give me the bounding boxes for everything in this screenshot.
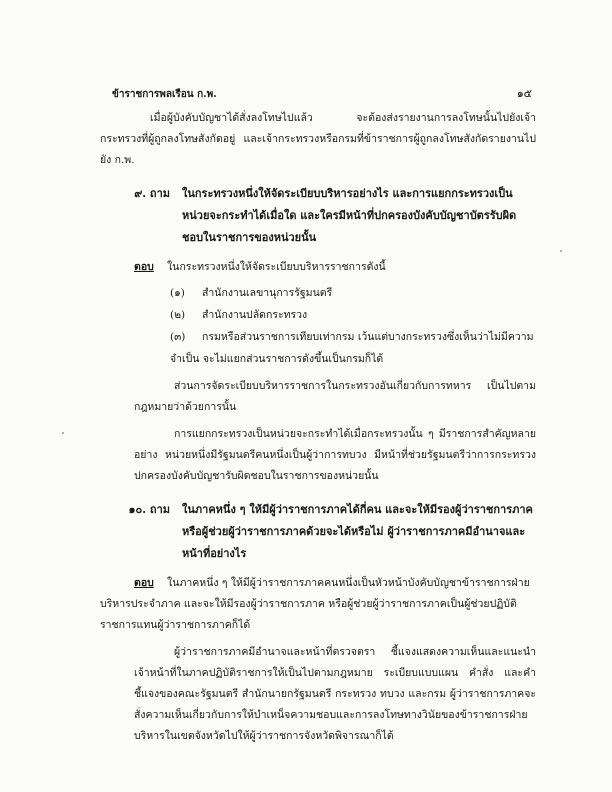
scan-speck (62, 432, 64, 434)
list-item: (๒) สำนักงานปลัดกระทรวง (170, 309, 308, 321)
question-text: ในภาคหนึ่ง ๆ ให้มีผู้ว่าราชการภาคได้กี่คน และจะให้มีรองผู้ว่าราชการภาคหรือผู้ช่วยผู้ว่าราชการภาคด้วยจะได้หรือไม่ ผู้ว่าราชการภาคมีอำนาจและหน้าที่อย่างไร (182, 503, 533, 560)
document-body (100, 108, 536, 747)
running-title: ข้าราชการพลเรือน ก.พ. (112, 89, 217, 100)
scan-speck (560, 250, 562, 252)
answer-10 (100, 573, 536, 747)
intro-paragraph: เมื่อผู้บังคับบัญชาได้สั่งลงโทษไปแล้ว จะต้องส่งรายงานการลงโทษนั้นไปยังเจ้ากระทรวงที่ผู้ถูกลงโทษสังกัดอยู่ และเจ้ากระทรวงหรือกรมที่ข้าราชการผู้ถูกลงโทษสังกัดรายงานไปยัง ก.พ. (100, 112, 536, 166)
page-header (112, 84, 532, 102)
question-9 (100, 183, 536, 249)
question-label: ๑๐. ถาม (128, 503, 170, 516)
list-item: (๓) กรมหรือส่วนราชการเทียบเท่ากรม เว้นแต่บางกระทรวงซึ่งเห็นว่าไม่มีความจำเป็น จะไม่แยกส่วนราชการดังขึ้นเป็นกรมก็ได้ (170, 331, 534, 365)
answer-label: ตอบ (134, 577, 154, 589)
answer-paragraph: ผู้ว่าราชการภาคมีอำนาจและหน้าที่ตรวจตรา ชี้แจงแสดงความเห็นและแนะนำเจ้าหน้าที่ในภาคปฏิบัติราชการให้เป็นไปตามกฎหมาย ระเบียบแบบแผน คำสั่ง และคำชี้แจงของคณะรัฐมนตรี สำนักนายกรัฐมนตรี กระทรวง ทบวง และกรม ผู้ว่าราชการภาคจะสั่งความเห็นเกี่ยวกับการให้บำเหน็จความชอบและการลงโทษทางวินัยของข้าราชการฝ่ายบริหารในเขตจังหวัดไปให้ผู้ว่าราชการจังหวัดพิจารณาก็ได้ (134, 646, 536, 742)
answer-list (100, 282, 536, 370)
list-item: (๑) สำนักงานเลขานุการรัฐมนตรี (170, 287, 333, 299)
answer-text: ในกระทรวงหนึ่งให้จัดระเบียบบริหารราชการดังนี้ (167, 261, 386, 273)
answer-paragraph: การแยกกระทรวงเป็นหน่วยจะกระทำได้เมื่อกระทรวงนั้น ๆ มีราชการสำคัญหลายอย่าง หน่วยหนึ่งมีรัฐมนตรีคนหนึ่งเป็นผู้ว่าการทบวง มีหน้าที่ช่วยรัฐมนตรีว่าการกระทรวงปกครองบังคับบัญชารับผิดชอบในราชการของหน่วยนั้น (134, 428, 536, 482)
page-number: ๑๕ (516, 87, 532, 100)
answer-label: ตอบ (134, 261, 154, 273)
question-10 (100, 499, 536, 565)
answer-paragraph: ส่วนการจัดระเบียบบริหารราชการในกระทรวงอันเกี่ยวกับการทหาร เป็นไปตามกฎหมายว่าด้วยการนั้น (134, 380, 536, 413)
answer-text: ในภาคหนึ่ง ๆ ให้มีผู้ว่าราชการภาคคนหนึ่งเป็นหัวหน้าบังคับบัญชาข้าราชการฝ่ายบริหารประจำภาค และจะให้มีรองผู้ว่าราชการภาค หรือผู้ช่วยผู้ว่าราชการภาคเป็นผู้ช่วยปฏิบัติราชการแทนผู้ว่าราชการภาคก็ได้ (100, 577, 530, 631)
answer-9 (100, 257, 536, 487)
question-label: ๙. ถาม (134, 187, 170, 200)
question-text: ในกระทรวงหนึ่งให้จัดระเบียบบริหารอย่างไร และการแยกกระทรวงเป็นหน่วยจะกระทำได้เมื่อใด และใครมีหน้าที่ปกครองบังคับบัญชาบัตรรับผิดชอบในราชการของหน่วยนั้น (182, 187, 517, 244)
